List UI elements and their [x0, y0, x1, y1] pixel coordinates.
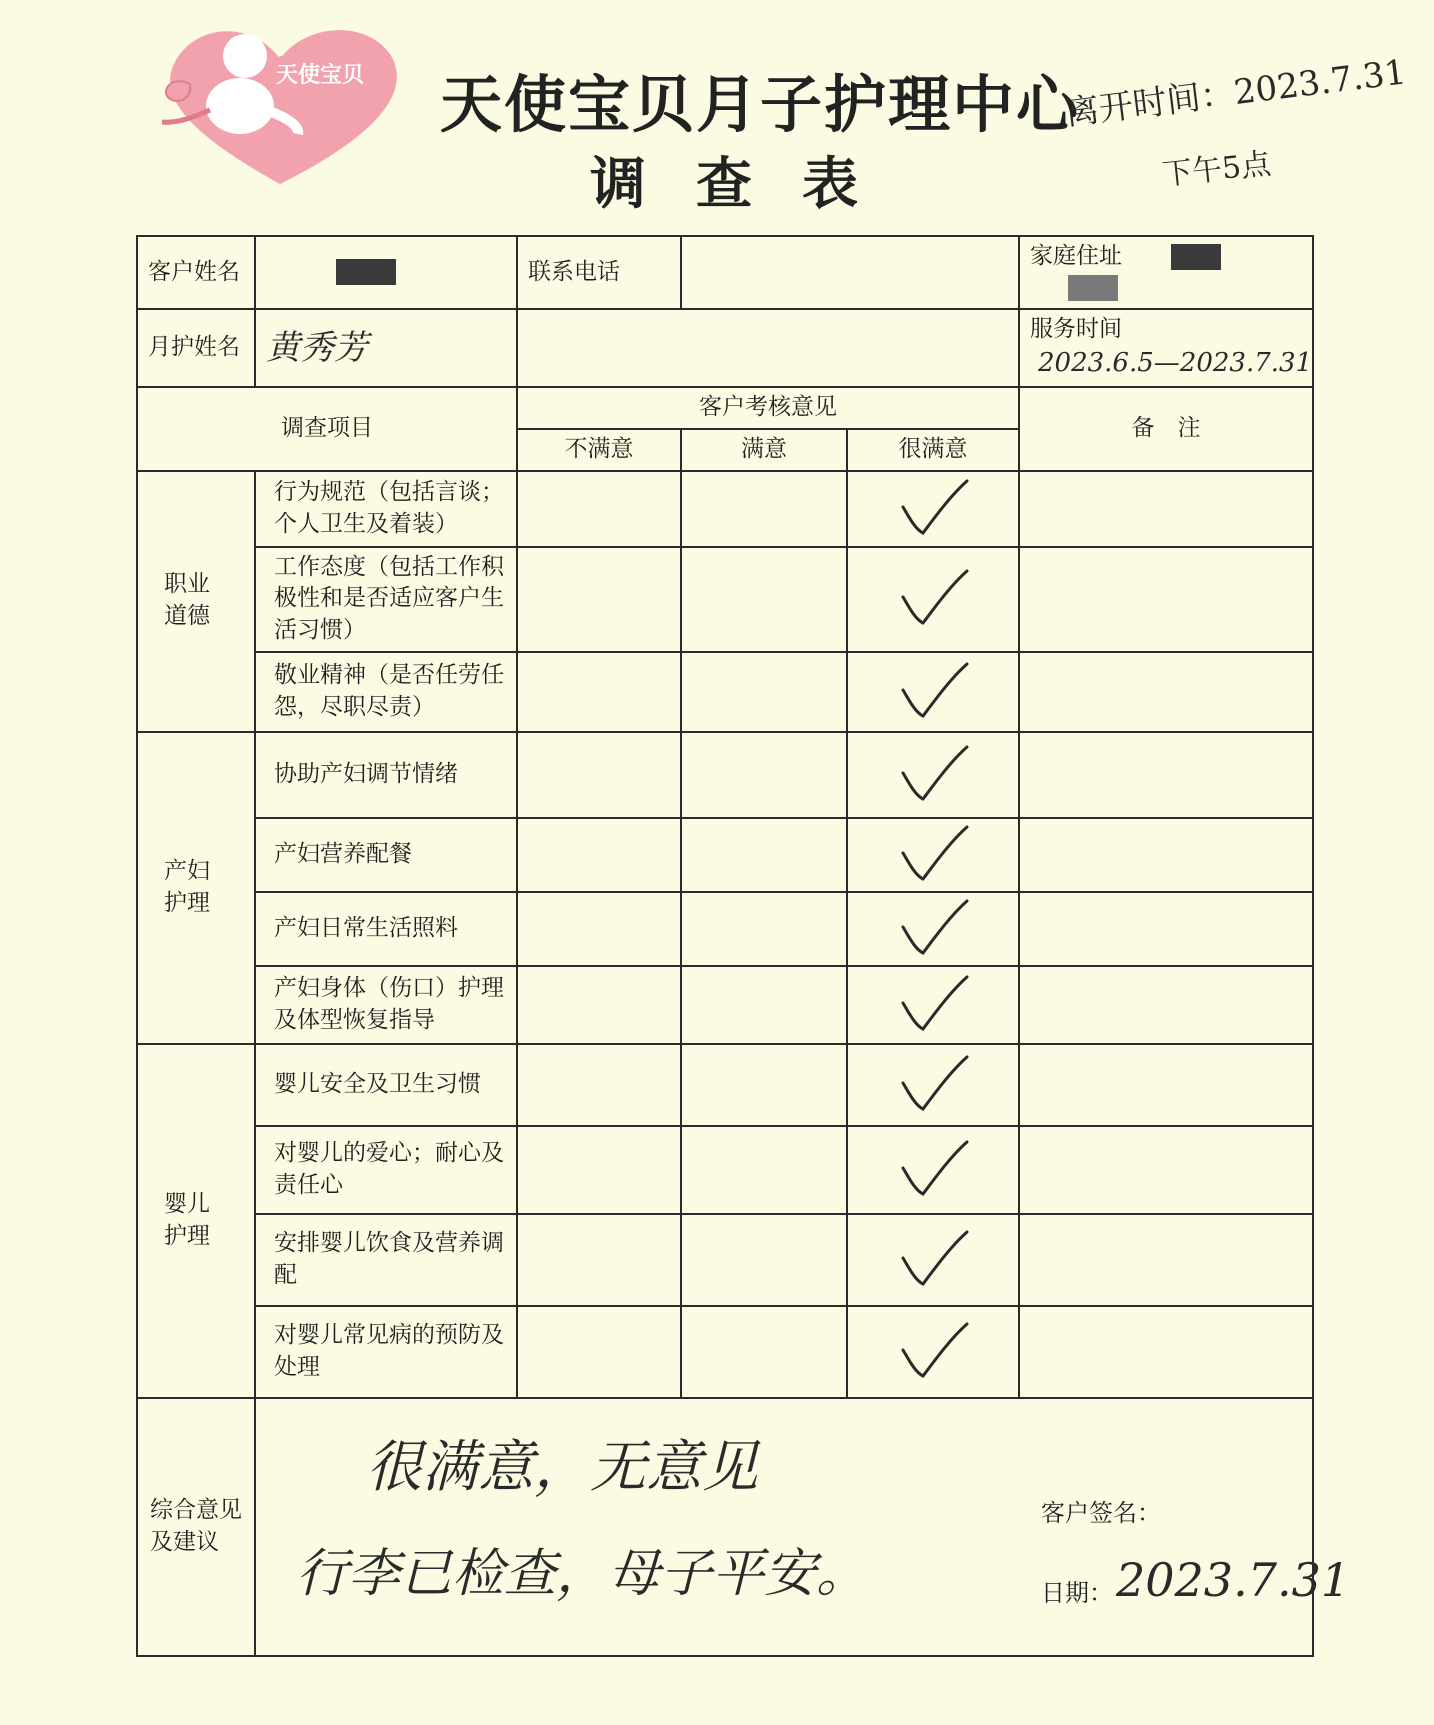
address-label: 家庭住址: [1030, 243, 1122, 269]
rating-cell[interactable]: [681, 732, 847, 818]
check-mark-icon: [893, 1138, 973, 1202]
page-subtitle: 调查表: [590, 152, 908, 217]
remark-cell[interactable]: [1019, 471, 1313, 547]
comments-area[interactable]: [255, 1398, 1351, 1656]
remark-cell[interactable]: [1019, 1044, 1313, 1126]
leave-time-note: [1062, 44, 1408, 134]
customer-name-label: 客户姓名: [137, 236, 255, 309]
survey-row: [137, 547, 1313, 652]
survey-row: [137, 1126, 1313, 1214]
rating-cell[interactable]: [681, 892, 847, 966]
redaction-mask: [336, 259, 396, 285]
level-very-satisfied: 很满意: [847, 429, 1019, 471]
rating-cell[interactable]: [847, 1044, 1019, 1126]
check-mark-icon: [893, 973, 973, 1037]
leave-time-value: 2023.7.31: [1231, 52, 1409, 114]
rating-cell[interactable]: [681, 547, 847, 652]
comments-label: [137, 1398, 255, 1656]
nurse-name-label: 月护姓名: [137, 309, 255, 387]
rating-cell[interactable]: [517, 892, 681, 966]
comments-line-1: 很满意，无意见: [366, 1434, 758, 1500]
rating-cell[interactable]: [681, 966, 847, 1044]
rating-cell[interactable]: [517, 471, 681, 547]
rating-cell[interactable]: [681, 1126, 847, 1214]
rating-cell[interactable]: [517, 1126, 681, 1214]
section-name-text: 产妇护理: [164, 858, 210, 916]
survey-row: [137, 1214, 1313, 1306]
survey-row: [137, 892, 1313, 966]
check-mark-icon: [893, 823, 973, 887]
rating-cell[interactable]: [681, 1214, 847, 1306]
remark-cell[interactable]: [1019, 1126, 1313, 1214]
phone-label: 联系电话: [517, 236, 681, 309]
check-mark-icon: [893, 1320, 973, 1384]
section-name-text: 职业道德: [164, 571, 210, 630]
leave-time-extra: 下午5点: [1160, 146, 1273, 193]
leave-time-label: 离开时间：: [1062, 73, 1237, 134]
remark-header: 备 注: [1019, 387, 1313, 470]
section-name: [137, 471, 255, 732]
rating-cell[interactable]: [847, 892, 1019, 966]
remark-cell[interactable]: [1019, 966, 1313, 1044]
rating-cell[interactable]: [681, 818, 847, 892]
survey-item-label: 产妇身体（伤口）护理及体型恢复指导: [255, 966, 517, 1044]
rating-cell[interactable]: [517, 1306, 681, 1398]
survey-item-label: 产妇日常生活照料: [255, 892, 517, 966]
opinion-header: 客户考核意见: [517, 387, 1019, 429]
nurse-name-handwritten: 黄秀芳: [266, 327, 368, 368]
logo: [150, 14, 410, 194]
rating-cell[interactable]: [847, 547, 1019, 652]
nurse-blank: [517, 309, 1019, 387]
rating-cell[interactable]: [681, 652, 847, 732]
check-mark-icon: [893, 743, 973, 807]
remark-cell[interactable]: [1019, 1306, 1313, 1398]
rating-cell[interactable]: [517, 652, 681, 732]
check-mark-icon: [893, 477, 973, 541]
remark-cell[interactable]: [1019, 1214, 1313, 1306]
rating-cell[interactable]: [847, 966, 1019, 1044]
section-name: [137, 732, 255, 1044]
check-mark-icon: [893, 897, 973, 961]
service-time-label: 服务时间: [1030, 316, 1122, 343]
remark-cell[interactable]: [1019, 652, 1313, 732]
phone-value: [681, 236, 1019, 309]
rating-cell[interactable]: [517, 818, 681, 892]
section-name: [137, 1044, 255, 1398]
rating-cell[interactable]: [847, 471, 1019, 547]
check-mark-icon: [893, 567, 973, 631]
survey-item-header: 调查项目: [137, 387, 517, 470]
date-label: 日期：: [1041, 1578, 1113, 1607]
remark-cell[interactable]: [1019, 818, 1313, 892]
rating-cell[interactable]: [517, 732, 681, 818]
rating-cell[interactable]: [681, 1044, 847, 1126]
rating-cell[interactable]: [517, 1214, 681, 1306]
level-unsatisfied: 不满意: [517, 429, 681, 471]
address-cell: [1019, 236, 1313, 309]
remark-cell[interactable]: [1019, 547, 1313, 652]
remark-cell[interactable]: [1019, 892, 1313, 966]
level-satisfied: 满意: [681, 429, 847, 471]
comments-line-2: 行李已检查，母子平安。: [296, 1543, 869, 1604]
comments-row: [137, 1398, 1313, 1656]
check-mark-icon: [893, 1228, 973, 1292]
rating-cell[interactable]: [847, 1306, 1019, 1398]
survey-item-label: 安排婴儿饮食及营养调配: [255, 1214, 517, 1306]
rating-cell[interactable]: [847, 732, 1019, 818]
survey-item-label: 对婴儿的爱心；耐心及责任心: [255, 1126, 517, 1214]
rating-cell[interactable]: [847, 652, 1019, 732]
rating-cell[interactable]: [517, 966, 681, 1044]
rating-cell[interactable]: [681, 471, 847, 547]
service-time-cell: [1019, 309, 1313, 387]
rating-cell[interactable]: [681, 1306, 847, 1398]
survey-table: [136, 235, 1351, 1657]
survey-row: [137, 652, 1313, 732]
redaction-mask: [1171, 244, 1221, 270]
customer-name-value: [255, 236, 517, 309]
survey-row: [137, 818, 1313, 892]
survey-item-label: 对婴儿常见病的预防及处理: [255, 1306, 517, 1398]
survey-item-label: 婴儿安全及卫生习惯: [255, 1044, 517, 1126]
survey-row: [137, 966, 1313, 1044]
rating-cell[interactable]: [847, 1126, 1019, 1214]
service-time-value: 2023.6.5—2023.7.31: [1038, 348, 1313, 379]
signature-label: 客户签名：: [1041, 1498, 1161, 1527]
page-title: 天使宝贝月子护理中心: [440, 68, 1081, 141]
section-name-text: 婴儿护理: [164, 1191, 210, 1249]
survey-item-label: 行为规范（包括言谈；个人卫生及着装）: [255, 471, 517, 547]
rating-cell[interactable]: [847, 1214, 1019, 1306]
date-value: 2023.7.31: [1116, 1552, 1351, 1607]
comments-label-text: 综合意见及建议: [150, 1497, 242, 1555]
survey-row: [137, 1306, 1313, 1398]
survey-item-label: 产妇营养配餐: [255, 818, 517, 892]
remark-cell[interactable]: [1019, 732, 1313, 818]
survey-item-label: 工作态度（包括工作积极性和是否适应客户生活习惯）: [255, 547, 517, 652]
survey-item-label: 协助产妇调节情绪: [255, 732, 517, 818]
survey-row: [137, 732, 1313, 818]
check-mark-icon: [893, 660, 973, 724]
survey-row: [137, 1044, 1313, 1126]
rating-cell[interactable]: [847, 818, 1019, 892]
survey-row: [137, 471, 1313, 547]
logo-text: 天使宝贝: [276, 63, 365, 88]
survey-item-label: 敬业精神（是否任劳任怨，尽职尽责）: [255, 652, 517, 732]
nurse-name-value: [255, 309, 517, 387]
redaction-mask: [1068, 275, 1118, 301]
rating-cell[interactable]: [517, 1044, 681, 1126]
check-mark-icon: [893, 1053, 973, 1117]
rating-cell[interactable]: [517, 547, 681, 652]
